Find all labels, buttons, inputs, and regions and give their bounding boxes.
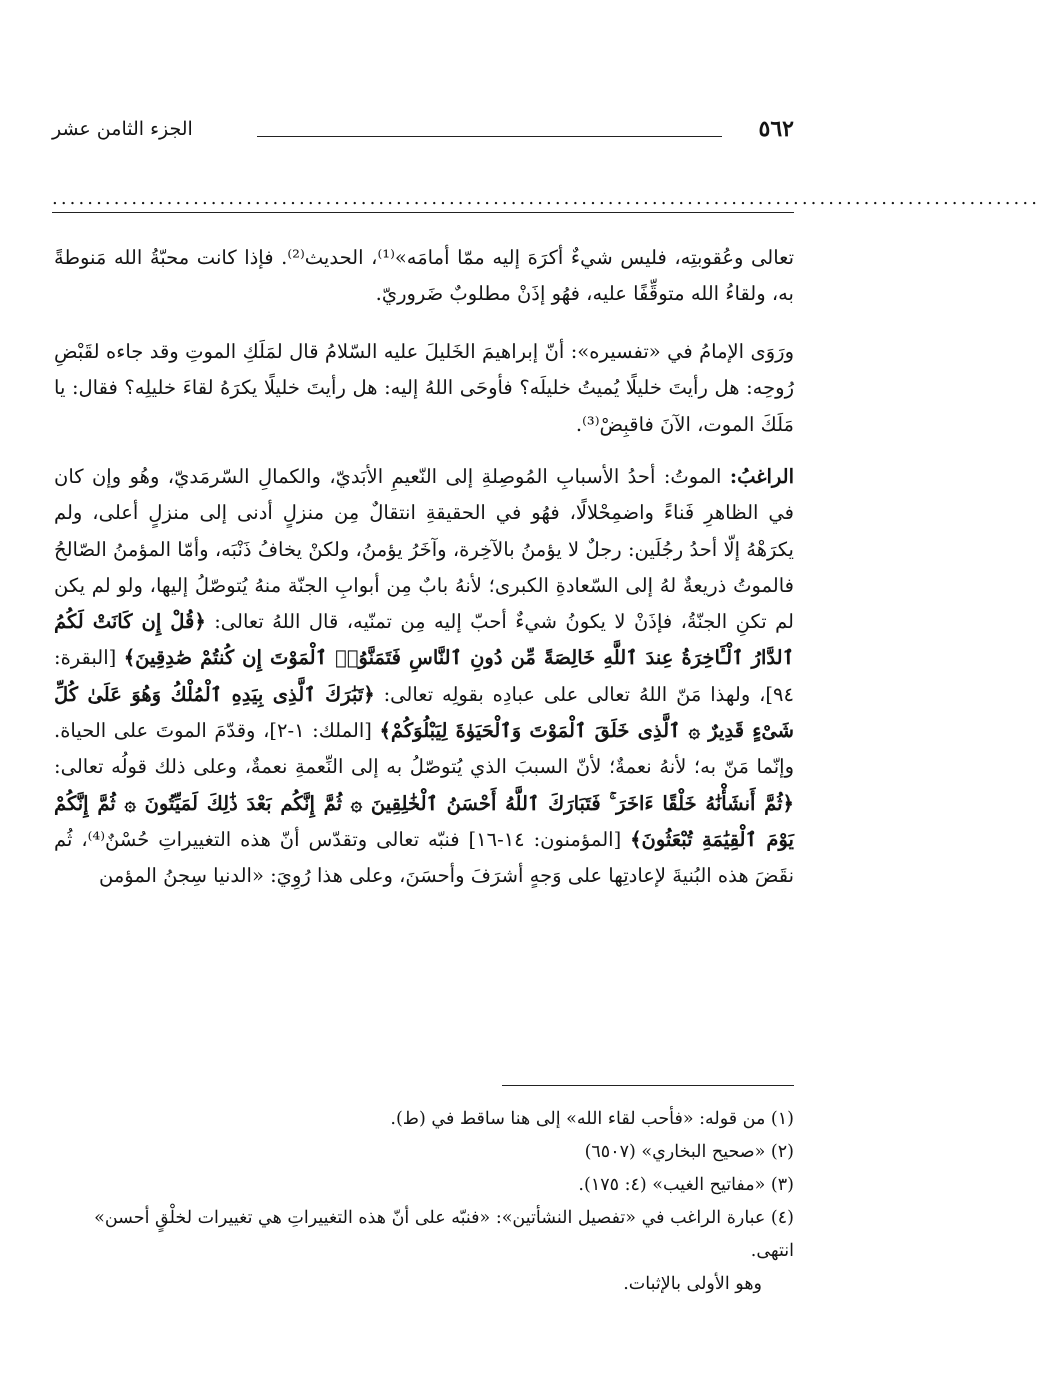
volume-title: الجزء الثامن عشر <box>52 118 193 140</box>
paragraph-3 <box>54 459 794 895</box>
footnote-4-continuation: وهو الأولى بالإثبات. <box>623 1274 762 1294</box>
paragraph-1: تعالى وعُقوبتِه، فليس شيءٌ أكرَهَ إليه ممّا أمامَه»⁽¹⁾، الحديث⁽²⁾. فإذا كانت محبّةُ الله مَنوطةً به، ولقاءُ الله متوقِّفًا عليه، فهُو إذَنْ مطلوبٌ ضَروريّ. <box>54 246 795 306</box>
footnote-3: (٣) «مفاتيح الغيب» (٤: ١٧٥). <box>578 1175 794 1195</box>
separator-rule <box>52 212 794 213</box>
paragraph-3-text-b: [البقرة: ٩٤]، ولهذا مَنّ اللهُ تعالى على عبادِه بقولِه تعالى: <box>54 646 794 706</box>
paragraph-3-text-c: [الملك: ١-٢]، وقدّمَ الموتَ على الحياة. وإنّما مَنّ به؛ لأنهُ نعمةٌ؛ لأنّ السببَ الذي يُتوصّلُ به إلى النِّعمةِ نعمةٌ، وعلى ذلك قولُه تعالى: <box>54 719 794 779</box>
page-number: ٥٦٢ <box>758 116 794 142</box>
paragraph-3-text-d: [المؤمنون: ١٤-١٦] فنبّه تعالى وتقدّس أنّ هذه التغييراتِ حُسْنٌ⁽⁴⁾، ثُم نقَضَ هذه البُنيةَ لإعادتِها على وَجهٍ أشرَفَ وأحسَنَ، وعلى هذا رُوِيَ: «الدنيا سِجنُ المؤمن <box>54 827 794 888</box>
paragraph-3-text-a: الموتُ: أحدُ الأسبابِ المُوصِلةِ إلى النّعيمِ الأبَديّ، والكمالِ السّرمَديّ، وهُو وإن كان في الظاهرِ فَناءً واضمِحْلالًا، فهُو في الحقيقةِ انتقالٌ مِن منزلٍ أدنى إلى منزلٍ أعلى، ولم يكرَهْهُ إلّا أحدُ رجُلَين: رجلٌ لا يؤمنُ بالآخِرة، وآخَرُ يؤمنُ، ولكنْ يخافُ ذَنْبَه، وأمّا المؤمنُ الصّالحُ فالموتُ ذريعةٌ لهُ إلى السّعادةِ الكبرى؛ لأنهُ بابٌ مِن أبوابِ الجنّة منهُ يُتوصّلُ إليها، ولو لم يكن لم تكنِ الجنّةُ، فإذَنْ لا يكونُ شيءٌ أحبّ إليه مِن تمنّيه، قال اللهُ تعالى: <box>54 465 795 634</box>
header-rule <box>257 136 722 137</box>
footnote-4: (٤) عبارة الراغب في «تفصيل النشأتين»: «فنبّه على أنّ هذه التغييراتِ هي تغييرات لخلْقٍ أحسن» انتهى. <box>94 1208 794 1261</box>
paragraph-2: ورَوَى الإمامُ في «تفسيره»: أنّ إبراهيمَ الخَليلَ عليه السّلامُ قال لمَلَكِ الموتِ وقد جاءه لقَبْضِ رُوحِه: هل رأيتَ خليلًا يُميتُ خليلَه؟ فأوحَى اللهُ إليه: هل رأيتَ خليلًا يكرَهُ لقاءَ خليلِه؟ فقال: يا مَلَكَ الموت، الآنَ فاقبِضْ⁽³⁾. <box>54 340 794 436</box>
quran-verse-2: ﴿تَبَٰرَكَ ٱلَّذِى بِيَدِهِ ٱلْمُلْكُ وَهُوَ عَلَىٰ كُلِّ شَىْءٍ قَدِيرٌ ۞ ٱلَّذِى خَلَقَ ٱلْمَوْتَ وَٱلْحَيَوٰةَ لِيَبْلُوَكُمْ﴾ <box>54 682 794 743</box>
footnotes <box>54 1103 794 1301</box>
paragraph-3-lead: الراغبُ: <box>729 465 794 488</box>
dotted-separator: ................................................................................................................ <box>52 188 1040 209</box>
quran-verse-1: ﴿قُلْ إِن كَانَتْ لَكُمُ ٱلدَّارُ ٱلْـَٔاخِرَةُ عِندَ ٱللَّهِ خَالِصَةً مِّن دُونِ ٱلنَّاسِ فَتَمَنَّوُا۟ ٱلْمَوْتَ إِن كُنتُمْ صَٰدِقِينَ﴾ <box>54 610 794 670</box>
footnote-1: (١) من قوله: «فأحب لقاء الله» إلى هنا ساقط في (ط). <box>390 1109 794 1129</box>
page-header <box>52 112 794 152</box>
quran-verse-3: ﴿ثُمَّ أَنشَأْنَٰهُ خَلْقًا ءَاخَرَ ۚ فَتَبَارَكَ ٱللَّهُ أَحْسَنُ ٱلْخَٰلِقِينَ ۞ ثُمَّ إِنَّكُم بَعْدَ ذَٰلِكَ لَمَيِّتُونَ ۞ ثُمَّ إِنَّكُمْ يَوْمَ ٱلْقِيَٰمَةِ تُبْعَثُونَ﴾ <box>54 791 794 851</box>
footnote-rule <box>502 1085 794 1086</box>
main-text <box>54 240 794 895</box>
footnote-2: (٢) «صحيح البخاري» (٦٥٠٧) <box>584 1142 794 1162</box>
